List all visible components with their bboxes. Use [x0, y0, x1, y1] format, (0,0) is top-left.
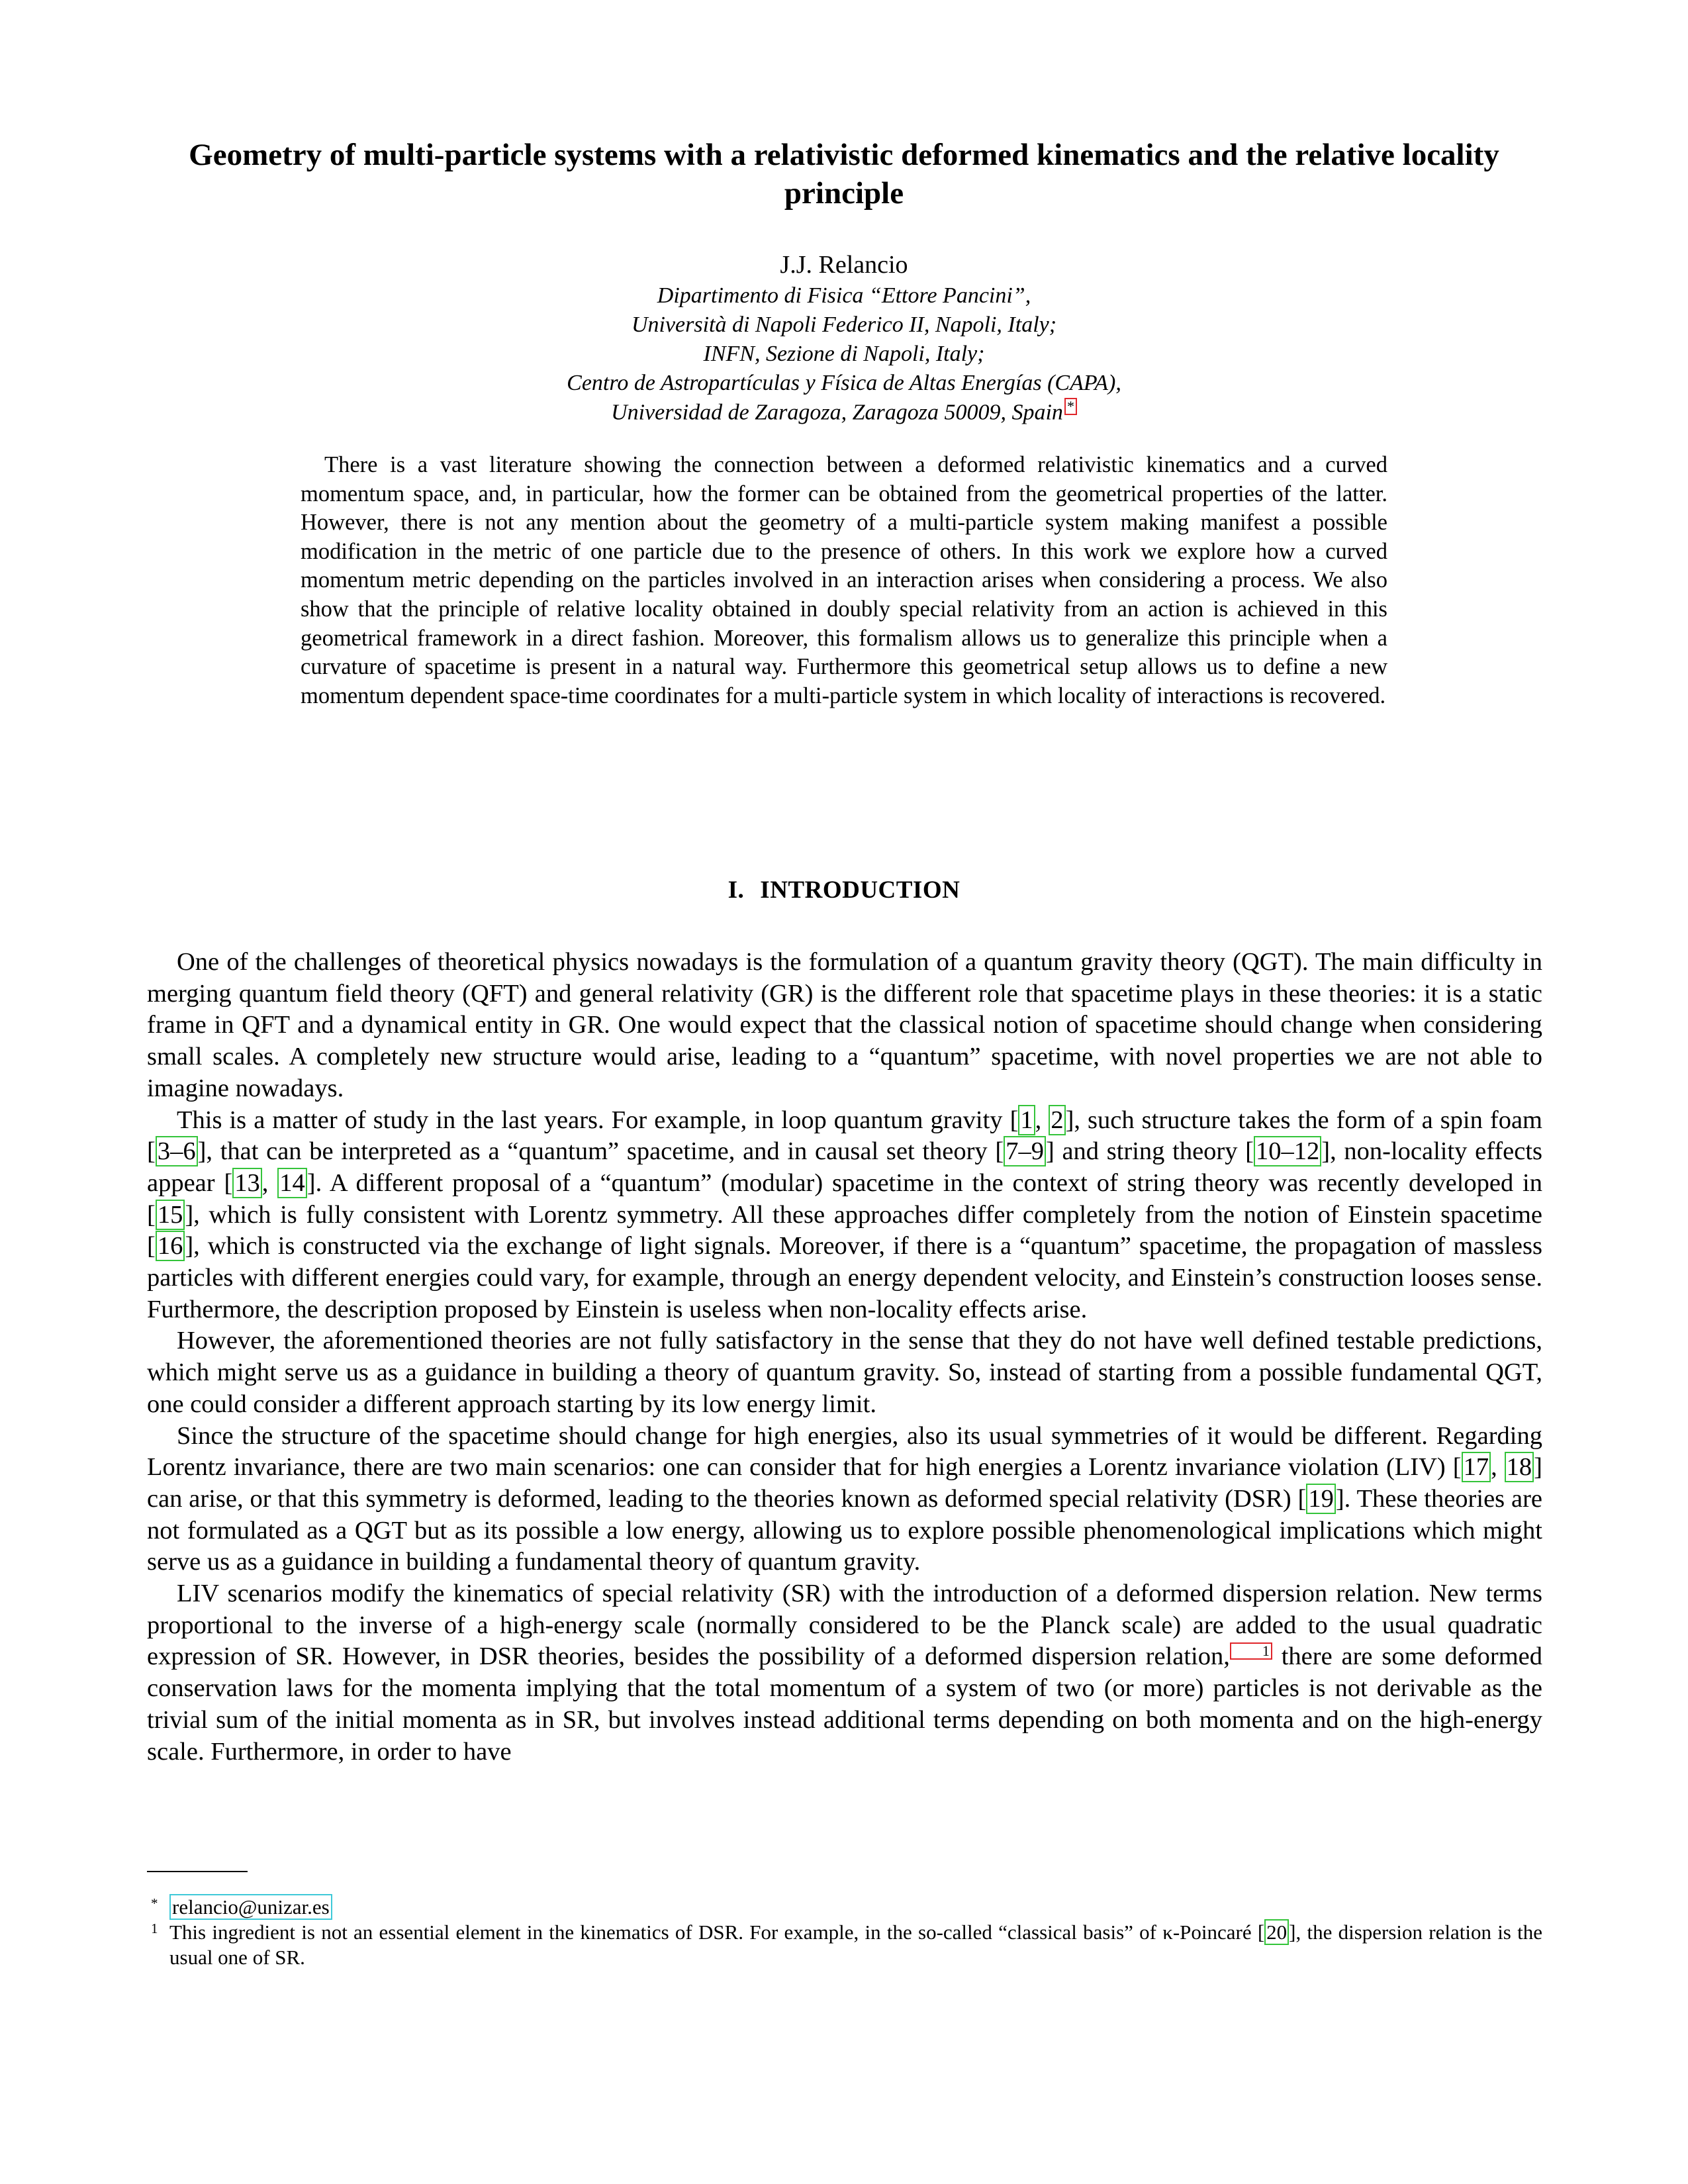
affiliation-line: Dipartimento di Fisica “Ettore Pancini”, [657, 283, 1031, 308]
paragraph-text: ], that can be interpreted as a “quantum” spacetime, and in causal set theory [ [197, 1137, 1004, 1166]
paragraph-text: However, the aforementioned theories are not fully satisfactory in the sense that they do not have well defined testable predictions, which might serve us as a guidance in building a theory of quantum gravity. So, instead of starting from a possible fundamental QGT, one could consider a different approach starting by its low energy limit. [147, 1327, 1542, 1418]
citation-link[interactable]: 14 [277, 1168, 307, 1198]
citation-link[interactable]: 2 [1049, 1105, 1065, 1135]
affiliation-line: Universidad de Zaragoza, Zaragoza 50009, Spain [611, 400, 1063, 425]
paragraph-text: ] and string theory [ [1045, 1137, 1254, 1166]
citation-link[interactable]: 7–9 [1004, 1136, 1046, 1166]
section-number: I. [727, 877, 745, 904]
affiliation-line: Centro de Astropartículas y Física de Altas Energías (CAPA), [567, 371, 1121, 395]
body-paragraph [147, 947, 1542, 1105]
citation-link[interactable]: 10–12 [1254, 1136, 1321, 1166]
body-paragraph [147, 1325, 1542, 1420]
citation-link[interactable]: 1 [1018, 1105, 1035, 1135]
affiliation-line: INFN, Sezione di Napoli, Italy; [703, 342, 985, 366]
citation-link[interactable]: 18 [1505, 1452, 1534, 1482]
affiliation-line: Università di Napoli Federico II, Napoli, Italy; [631, 312, 1057, 337]
body-paragraph [147, 1578, 1542, 1768]
section-heading [132, 876, 1556, 904]
footnote-link[interactable]: 1 [1230, 1642, 1272, 1660]
footnote-email [147, 1895, 1542, 1920]
paragraph-text: One of the challenges of theoretical physics nowadays is the formulation of a quantum gravity theory (QGT). The main difficulty in merging quantum field theory (QFT) and general relativity (GR) is the different role that spacetime plays in these theories: it is a static frame in QFT and a dynamical entity in GR. One would expect that the classical notion of spacetime should change when considering small scales. A completely new structure would arise, leading to a “quantum” spacetime, with novel properties we are not able to imagine nowadays. [147, 948, 1542, 1102]
citation-link[interactable]: 3–6 [156, 1136, 198, 1166]
footnote-mark: * [151, 1895, 158, 1911]
paragraph-text: , [1491, 1453, 1505, 1482]
body-text [147, 947, 1542, 1768]
paragraph-text: This is a matter of study in the last years. For example, in loop quantum gravity [ [177, 1106, 1019, 1134]
section-title: INTRODUCTION [760, 877, 961, 904]
paragraph-text: there are some deformed conservation laws for the momenta implying that the total momentum of a system of two (or more) particles is not derivable as the trivial sum of the initial momenta as in SR, but involves instead additional terms depending on both momenta and on the high-energy scale. Furthermore, in order to have [147, 1642, 1542, 1766]
citation-link[interactable]: 19 [1306, 1484, 1336, 1514]
author-name: J.J. Relancio [780, 251, 908, 279]
footnote-text: This ingredient is not an essential element in the kinematics of DSR. For example, in the so-called “classical basis” of κ-Poincaré [ [169, 1921, 1265, 1944]
citation-link[interactable]: 16 [156, 1231, 185, 1261]
body-paragraph [147, 1105, 1542, 1326]
citation-link[interactable]: 15 [156, 1200, 185, 1230]
citation-link[interactable]: 13 [232, 1168, 262, 1198]
paragraph-text: ], such structure takes the form of a spin foam [ [147, 1106, 1543, 1166]
paragraph-text: LIV scenarios modify the kinematics of special relativity (SR) with the introduction of a deformed dispersion relation. New terms proportional to the inverse of a high-energy scale (normally considered to be the Planck scale) are added to the usual quadratic expression of SR. However, in DSR theories, besides the possibility of a deformed dispersion relation, [147, 1580, 1542, 1671]
footnote-rule [147, 1871, 248, 1872]
paragraph-text: ], which is fully consistent with Lorentz symmetry. All these approaches differ completely from the notion of Einstein spacetime [ [147, 1200, 1542, 1260]
footnote-1 [147, 1920, 1542, 1970]
citation-link[interactable]: 20 [1264, 1919, 1289, 1945]
paper-title: Geometry of multi-particle systems with a relativistic deformed kinematics and the relative locality principle [189, 138, 1499, 211]
paragraph-text: ] can arise, or that this symmetry is deformed, leading to the theories known as deformed special relativity (DSR) [ [147, 1453, 1542, 1513]
footnotes [147, 1895, 1542, 1970]
affiliations [132, 281, 1556, 427]
email-link[interactable]: relancio@unizar.es [169, 1894, 332, 1920]
author-footnote-link[interactable]: * [1064, 398, 1077, 415]
affiliation-line-last [132, 398, 1556, 427]
footnote-mark: 1 [151, 1921, 158, 1936]
paragraph-text: ], which is constructed via the exchange of light signals. Moreover, if there is a “quantum” spacetime, the propagation of massless particles with different energies could vary, for example, through an energy dependent velocity, and Einstein’s construction looses sense. Furthermore, the description proposed by Einstein is useless when non-locality effects arise. [147, 1232, 1542, 1323]
paragraph-text: Since the structure of the spacetime should change for high energies, also its usual symmetries of it would be different. Regarding Lorentz invariance, there are two main scenarios: one can consider that for high energies a Lorentz invariance violation (LIV) [ [147, 1421, 1542, 1482]
paragraph-text: , [261, 1168, 278, 1197]
paragraph-text: ]. These theories are not formulated as a QGT but as its possible a low energy, allowing us to explore possible phenomenological implications which might serve us as a guidance in building a fundamental theory of quantum gravity. [147, 1484, 1543, 1576]
paragraph-text: , [1035, 1106, 1049, 1134]
footnote-text: ], the dispersion relation is the usual one of SR. [169, 1921, 1542, 1969]
abstract-text: There is a vast literature showing the connection between a deformed relativistic kinematics and a curved momentum space, and, in particular, how the former can be obtained from the geometrical properties of the latter. However, there is not any mention about the geometry of a multi-particle system making manifest a possible modification in the metric of one particle due to the presence of others. In this work we explore how a curved momentum metric depending on the particles involved in an interaction arises when considering a process. We also show that the principle of relative locality obtained in doubly special relativity from an action is achieved in this geometrical framework in a direct fashion. Moreover, this formalism allows us to generalize this principle when a curvature of spacetime is present in a natural way. Furthermore this geometrical setup allows us to define a new momentum dependent space-time coordinates for a multi-particle system in which locality of interactions is recovered. [301, 452, 1387, 708]
paragraph-text: ]. A different proposal of a “quantum” (modular) spacetime in the context of string theory was recently developed in [ [147, 1168, 1542, 1229]
citation-link[interactable]: 17 [1462, 1452, 1491, 1482]
paragraph-text: ], non-locality effects appear [ [147, 1137, 1542, 1197]
body-paragraph [147, 1421, 1542, 1579]
abstract [301, 451, 1387, 710]
